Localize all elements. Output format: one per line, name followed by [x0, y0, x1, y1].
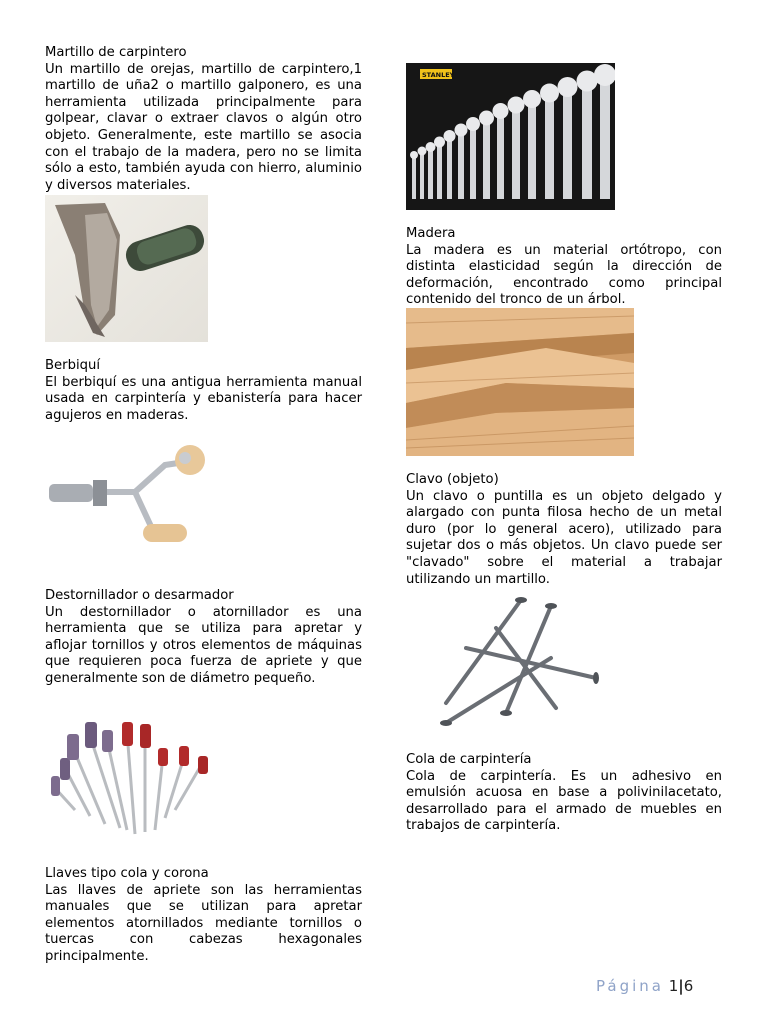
section-text: Las llaves de apriete son las herramientas manuales que se utilizan para apretar elementos atornillados mediante tornillos o tuercas con cabezas hexagonales principalmente.: [45, 882, 362, 964]
nails-image: [406, 588, 624, 734]
section-title: Llaves tipo cola y corona: [45, 866, 209, 881]
section-title: Madera: [406, 226, 456, 241]
section-text: El berbiquí es una antigua herramienta manual usada en carpintería y ebanistería para hacer agujeros en maderas.: [45, 374, 362, 423]
page-total: 6: [683, 977, 694, 995]
page-number: 1: [668, 977, 679, 995]
brace-drill-image: [45, 440, 217, 558]
section-berbiqui: [45, 358, 362, 424]
section-text: Un clavo o puntilla es un objeto delgado y alargado con punta filosa hecho de un metal duro (por lo general acero), utilizado para sujetar dos o más objetos. Un clavo puede ser "clavado" sobre el material a trabajar utilizando un martillo.: [406, 488, 722, 587]
section-title: Cola de carpintería: [406, 752, 532, 767]
section-title: Destornillador o desarmador: [45, 588, 234, 603]
screwdrivers-image: [45, 718, 215, 838]
section-text: La madera es un material ortótropo, con distinta elasticidad según la dirección de deformación, encontrado como principal contenido del tronco de un árbol.: [406, 242, 722, 308]
section-text: Un martillo de orejas, martillo de carpintero,1 martillo de uña2 o martillo galponero, es una herramienta utilizada principalmente para golpear, clavar o extraer clavos o algún otro objeto. Generalmente, este martillo se asocia con el trabajo de la madera, pero no se limita sólo a esto, también ayuda con hierro, aluminio y diversos materiales.: [45, 61, 362, 193]
section-madera: [406, 226, 722, 309]
page-footer: [596, 977, 693, 995]
page-label: Página: [596, 977, 664, 995]
section-text: Cola de carpintería. Es un adhesivo en emulsión acuosa en base a polivinilacetato, desarrollado para el armado de muebles en trabajos de carpintería.: [406, 768, 722, 834]
section-cola: [406, 752, 722, 835]
section-title: Berbiquí: [45, 358, 101, 373]
section-martillo: [45, 45, 362, 194]
hammer-image: [45, 195, 208, 342]
wrench-brand-label: STANLEY: [422, 71, 455, 79]
section-text: Un destornillador o atornillador es una herramienta que se utiliza para apretar y aflojar tornillos y otros elementos de máquinas que requieren poca fuerza de apriete y que generalmente son de diámetro pequeño.: [45, 604, 362, 686]
section-llaves: [45, 866, 362, 966]
section-clavo: [406, 472, 722, 588]
section-title: Clavo (objeto): [406, 472, 499, 487]
section-title: Martillo de carpintero: [45, 45, 187, 60]
wood-planks-image: [406, 308, 634, 456]
section-destornillador: [45, 588, 362, 688]
page-separator: |: [678, 977, 684, 995]
wrench-set-image: [406, 63, 615, 210]
